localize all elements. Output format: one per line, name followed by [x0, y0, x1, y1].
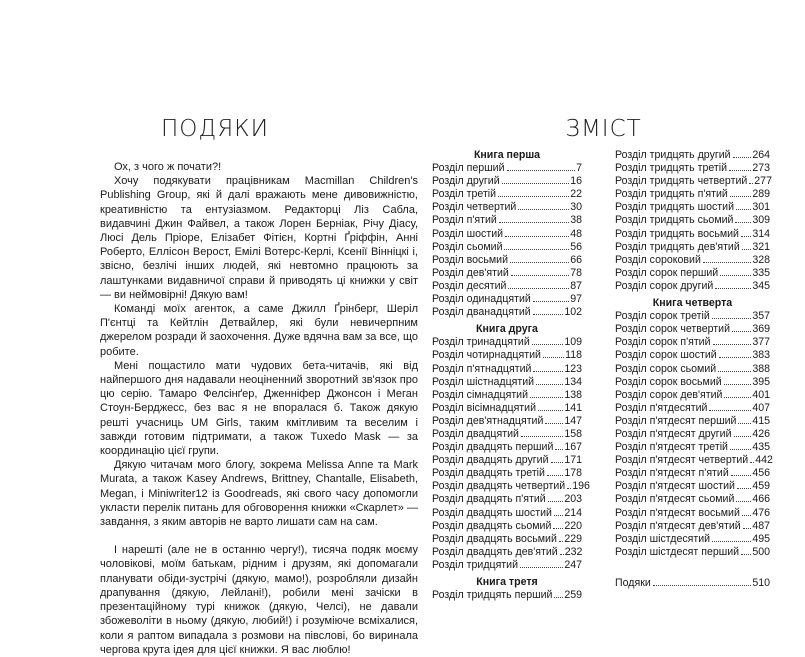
toc-leader-dots [559, 541, 563, 542]
toc-entry [432, 162, 582, 175]
toc-entry-page: 435 [752, 441, 770, 454]
toc-leader-dots [554, 597, 563, 598]
toc-entry-label: Розділ п'ятдесятий [615, 401, 708, 414]
toc-leader-dots [729, 170, 751, 171]
toc-entry [615, 415, 770, 428]
toc-leader-dots [555, 449, 563, 450]
toc-entry-label: Розділ тридцять п'ятий [615, 188, 728, 201]
toc-leader-dots [507, 170, 576, 171]
toc-entry [432, 507, 582, 520]
toc-entry [615, 546, 770, 559]
toc-entry-page: 301 [752, 201, 770, 214]
toc-leader-dots [741, 554, 751, 555]
toc-entry-label: Розділ п'ятдесят другий [615, 427, 732, 440]
toc-leader-dots [724, 384, 752, 385]
toc-entry [432, 175, 582, 188]
toc-entry-page: 38 [570, 214, 582, 227]
toc-entry-page: 134 [564, 375, 582, 388]
toc-entry-label: Розділ перший [432, 162, 505, 175]
toc-entry [615, 520, 770, 533]
toc-entry-page: 328 [752, 253, 770, 266]
toc-leader-dots [530, 397, 563, 398]
toc-book-heading: Книга четверта [652, 297, 733, 310]
right-page [402, 0, 805, 600]
paragraph: І нарешті (але не в останню чергу!), тисяча подяк моєму чоловікові, моїм батькам, рідним і друзям, які допомагали планувати обіди-зустрічі (дякую, мамо!), розробляли дизайн драпування (дякую, Лейлані!), робили мені зачіски в презентаційному турі книжок (дякую, Челсі), не давали збожеволіти в ньому (дякую, любий!) і розуміюче всміхалися, коли я раптом випадала з розмови на півслові, бо виринала чергова крута ідея для цієї книжки. Я вас люблю! [100, 544, 418, 656]
toc-entry [432, 306, 582, 319]
toc-entry [432, 480, 590, 493]
toc-leader-dots [504, 249, 569, 250]
toc-entry [432, 428, 582, 441]
toc-entry-label: Подяки [615, 576, 651, 589]
toc-entry [432, 559, 582, 572]
toc-entry-label: Розділ двадцятий [432, 427, 519, 440]
toc-entry [432, 188, 582, 201]
toc-entry-label: Розділ тридцять дев'ятий [615, 240, 740, 253]
toc-entry-page: 377 [752, 336, 770, 349]
toc-entry-label: Розділ шістдесят перший [615, 545, 740, 558]
toc-entry-label: Розділ п'ятдесят третій [615, 441, 728, 454]
toc-entry-page: 171 [564, 454, 582, 467]
toc-leader-dots [533, 314, 564, 315]
toc-entry-page: 289 [752, 188, 770, 201]
toc-entry-label: Розділ восьмий [432, 253, 508, 266]
toc-entry [615, 201, 770, 214]
toc-entry [432, 267, 582, 280]
toc-entry-page: 357 [752, 310, 770, 323]
toc-entry [615, 336, 770, 349]
toc-entry-page: 214 [564, 506, 582, 519]
toc-entry [432, 402, 582, 415]
toc-entry-page: 426 [752, 427, 770, 440]
toc-entry-label: Розділ тридцять сьомий [615, 214, 734, 227]
toc-column-right [615, 149, 773, 590]
toc-entry-label: Розділ другий [432, 175, 500, 188]
toc-entry-label: Розділ десятий [432, 279, 507, 292]
toc-entry-label: Розділ сорок сьомий [615, 362, 717, 375]
toc-entry [432, 589, 582, 602]
toc-leader-dots [743, 528, 752, 529]
toc-entry [615, 402, 770, 415]
toc-entry [432, 441, 582, 454]
toc-entry-label: Розділ вісімнадцятий [432, 401, 536, 414]
toc-entry-page: 48 [570, 227, 582, 240]
toc-leader-dots [712, 541, 751, 542]
toc-leader-dots [735, 222, 751, 223]
toc-entry-label: Розділ п'ятдесят п'ятий [615, 467, 729, 480]
toc-entry [432, 363, 582, 376]
toc-entry-page: 345 [752, 279, 770, 292]
toc-entry [615, 310, 770, 323]
toc-entry-label: Розділ сімнадцятий [432, 388, 529, 401]
contents-title: ЗМІСТ [565, 116, 642, 142]
toc-leader-dots [736, 209, 751, 210]
paragraph: Дякую читачам мого блогу, зокрема Melissa Anne та Mark Murata, а також Kasey Andrews, Brittney, Chantalle, Elisabeth, Megan, і Miniwriter12 із Goodreads, які свого часу допомогли укласти перелік питань для обговорення книжки «Скарлет» — завдання, з яким авторів не варто лишати сам на сам. [100, 459, 418, 529]
acknowledgements-title: ПОДЯКИ [160, 116, 270, 142]
toc-entry [615, 493, 770, 506]
toc-leader-dots [730, 449, 751, 450]
toc-leader-dots [518, 209, 569, 210]
toc-entry-label: Розділ сорок шостий [615, 349, 717, 362]
toc-entry-label: Розділ двадцять четвертий [432, 480, 566, 493]
toc-leader-dots [742, 515, 751, 516]
toc-entry-label: Розділ сорок дев'ятий [615, 388, 723, 401]
toc-leader-dots [533, 301, 569, 302]
toc-entry-page: 456 [752, 467, 770, 480]
toc-entry-page: 196 [572, 480, 590, 493]
toc-entry-page: 415 [752, 414, 770, 427]
toc-entry [615, 507, 770, 520]
toc-leader-dots [536, 384, 563, 385]
toc-entry-label: Розділ п'ятдесят восьмий [615, 506, 740, 519]
toc-leader-dots [551, 462, 564, 463]
toc-entry-label: Розділ п'ятдесят сьомий [615, 493, 735, 506]
toc-leader-dots [749, 183, 753, 184]
toc-leader-dots [730, 196, 752, 197]
toc-entry-page: 97 [570, 293, 582, 306]
toc-entry-label: Розділ сорок перший [615, 266, 719, 279]
toc-entry-page: 459 [752, 480, 770, 493]
toc-entry [615, 267, 770, 280]
toc-entry-page: 476 [752, 506, 770, 519]
toc-entry-page: 102 [564, 306, 582, 319]
toc-entry [432, 280, 582, 293]
paragraph: Хочу подякувати працівникам Macmillan Children's Publishing Group, які й далі вражають мене дивовижністю, креативністю та ентузіазмом. Редакторці Ліз Сабла, видавчині Джин Файвел, а також Лорен Берніак, Річу Діасу, Люсі Дель Пріоре, Елізабет Фітієн, Кортні Ґріффін, Анні Роберто, Еллісон Верост, Емілі Вотерс-Керлі, Ксенії Вінніцкі і, звісно, безлічі інших людей, які невтомно працюють за лаштунками видавничої справи й приводять ці книжки у світ — ви неймовірні! Дякую вам! [100, 175, 418, 301]
toc-entry-label: Розділ чотирнадцятий [432, 349, 541, 362]
toc-entry [432, 241, 582, 254]
toc-entry-label: Розділ двадцять дев'ятий [432, 545, 558, 558]
toc-entry-page: 510 [752, 576, 770, 589]
toc-entry-label: Розділ п'ятдесят шостий [615, 480, 735, 493]
toc-entry-label: Розділ четвертий [432, 201, 517, 214]
toc-leader-dots [734, 436, 752, 437]
toc-entry [432, 293, 582, 306]
toc-entry-page: 229 [564, 532, 582, 545]
toc-entry-label: Розділ шістнадцятий [432, 375, 535, 388]
toc-book-heading: Книга друга [476, 323, 538, 336]
toc-entry-label: Розділ тридцять другий [615, 149, 731, 161]
toc-leader-dots [505, 236, 569, 237]
toc-entry-page: 401 [752, 388, 770, 401]
toc-leader-dots [521, 436, 563, 437]
toc-leader-dots [538, 410, 563, 411]
toc-entry [615, 349, 770, 362]
toc-entry-label: Розділ двадцять сьомий [432, 519, 552, 532]
toc-entry [432, 454, 582, 467]
toc-column-left [432, 149, 590, 602]
toc-leader-dots [502, 183, 570, 184]
toc-entry-page: 167 [564, 441, 582, 454]
toc-entry [615, 228, 770, 241]
toc-leader-dots [510, 262, 569, 263]
toc-entry-page: 232 [564, 545, 583, 558]
toc-leader-dots [736, 501, 751, 502]
toc-entry-label: Розділ двадцять восьмий [432, 532, 557, 545]
acknowledgements-text [100, 160, 418, 657]
toc-entry [615, 188, 770, 201]
toc-entry-label: Розділ сороковий [615, 253, 701, 266]
toc-leader-dots [712, 318, 752, 319]
toc-entry-label: Розділ тридцятий [432, 558, 518, 571]
toc-entry [432, 228, 582, 241]
toc-entry-page: 87 [570, 279, 582, 292]
toc-entry-page: 30 [570, 201, 582, 214]
toc-entry-label: Розділ дев'ятий [432, 266, 509, 279]
toc-entry-label: Розділ двадцять п'ятий [432, 493, 546, 506]
toc-entry-page: 487 [752, 519, 770, 532]
toc-entry-page: 277 [754, 175, 772, 188]
toc-entry-label: Розділ тридцять шостий [615, 201, 734, 214]
toc-leader-dots [499, 222, 569, 223]
toc-leader-dots [498, 196, 569, 197]
toc-entry [432, 467, 582, 480]
toc-leader-dots [547, 475, 563, 476]
toc-entry [615, 162, 770, 175]
toc-entry [432, 546, 582, 559]
toc-entry-label: Розділ сорок третій [615, 310, 710, 323]
toc-entry-label: Розділ двадцять другий [432, 454, 549, 467]
toc-entry-page: 259 [564, 589, 582, 602]
toc-leader-dots [715, 288, 751, 289]
toc-entry [432, 533, 582, 546]
toc-leader-dots [560, 554, 564, 555]
toc-entry-label: Розділ шостий [432, 227, 504, 240]
toc-leader-dots [732, 331, 751, 332]
toc-entry [615, 214, 770, 227]
toc-entry-label: Розділ сорок четвертий [615, 323, 730, 336]
toc-entry [615, 363, 770, 376]
toc-leader-dots [543, 357, 564, 358]
toc-entry-label: Розділ тридцять перший [432, 589, 553, 602]
toc-entry [615, 376, 770, 389]
toc-entry [432, 214, 582, 227]
toc-entry-page: 158 [564, 427, 582, 440]
toc-leader-dots [703, 262, 751, 263]
toc-entry [615, 241, 770, 254]
toc-entry-label: Розділ п'ятнадцятий [432, 362, 532, 375]
toc-entry [615, 149, 770, 162]
toc-entry-label: Розділ сорок восьмий [615, 375, 722, 388]
toc-entry [432, 336, 582, 349]
toc-entry-label: Розділ двадцять шостий [432, 506, 552, 519]
toc-leader-dots [713, 344, 752, 345]
toc-entry-page: 383 [752, 349, 770, 362]
toc-spacer [615, 559, 770, 577]
toc-entry [432, 349, 582, 362]
toc-leader-dots [750, 462, 754, 463]
toc-entry-page: 7 [576, 162, 582, 175]
toc-leader-dots [738, 423, 751, 424]
toc-entry-label: Розділ дев'ятнадцятий [432, 414, 544, 427]
toc-entry [615, 175, 770, 188]
toc-leader-dots [733, 157, 752, 158]
toc-entry-label: Розділ сьомий [432, 240, 503, 253]
toc-entry [432, 389, 582, 402]
toc-entry-page: 466 [752, 493, 770, 506]
toc-leader-dots [741, 236, 751, 237]
toc-leader-dots [653, 585, 752, 586]
toc-entry-page: 264 [752, 149, 770, 161]
toc-entry-page: 442 [755, 454, 773, 467]
toc-leader-dots [553, 528, 563, 529]
toc-entry [615, 254, 770, 267]
toc-entry [432, 493, 582, 506]
toc-entry [432, 254, 582, 267]
toc-entry-label: Розділ п'ятий [432, 214, 497, 227]
toc-entry [432, 415, 582, 428]
toc-entry-page: 22 [570, 188, 582, 201]
toc-leader-dots [511, 275, 569, 276]
toc-entry [615, 428, 770, 441]
toc-leader-dots [742, 249, 752, 250]
paragraph: Мені пощастило мати чудових бета-читачів, які від найпершого дня надавали неоціненний зворотний зв'язок про цю серію. Тамаро Фелсінґер, Дженніфер Джонсон і Меган Стоун-Берджесс, без вас я не впоралася б. Також дякую решті учасниць UM Girls, таким кмітливим та веселим і завжди готовим підтримати, а також Tuxedo Mask — за координацію цієї групи. [100, 359, 418, 458]
toc-entry-label: Розділ шістдесятий [615, 532, 711, 545]
toc-entry [615, 577, 770, 590]
toc-entry-label: Розділ одинадцятий [432, 293, 531, 306]
toc-entry-page: 314 [752, 227, 770, 240]
toc-entry-page: 369 [752, 323, 770, 336]
toc-leader-dots [724, 397, 751, 398]
toc-entry-page: 123 [564, 362, 582, 375]
toc-entry-page: 335 [752, 266, 770, 279]
toc-leader-dots [709, 410, 751, 411]
toc-entry-page: 500 [752, 545, 770, 558]
toc-entry-page: 321 [752, 240, 770, 253]
toc-entry [432, 520, 582, 533]
toc-entry [615, 441, 770, 454]
toc-entry-page: 66 [570, 253, 582, 266]
toc-entry [615, 323, 770, 336]
toc-entry-page: 273 [752, 162, 770, 175]
toc-leader-dots [532, 344, 564, 345]
toc-entry-label: Розділ тринадцятий [432, 336, 530, 349]
toc-entry-label: Розділ дванадцятий [432, 306, 531, 319]
toc-entry-page: 220 [564, 519, 582, 532]
toc-book-heading: Книга третя [476, 576, 538, 588]
toc-entry-label: Розділ п'ятдесят перший [615, 414, 737, 427]
toc-entry-label: Розділ тридцять четвертий [615, 175, 748, 188]
toc-leader-dots [737, 488, 751, 489]
toc-entry-label: Розділ третій [432, 188, 497, 201]
toc-entry [615, 280, 770, 293]
paragraph: Команді моїх агенток, а саме Джилл Ґрінберг, Шеріл П'єнтці та Кейтлін Детвайлер, які були невичерпним джерелом розради й заохочення. Дуже вдячна вам за все, що робите. [100, 303, 418, 358]
paragraph: Ох, з чого ж почати?! [114, 161, 222, 173]
toc-entry-page: 495 [752, 532, 770, 545]
toc-leader-dots [718, 371, 751, 372]
toc-leader-dots [520, 567, 563, 568]
toc-entry [432, 201, 582, 214]
toc-entry-page: 109 [564, 336, 582, 349]
toc-entry [615, 533, 770, 546]
toc-entry-page: 147 [564, 414, 582, 427]
toc-leader-dots [567, 488, 571, 489]
toc-entry-page: 56 [570, 240, 582, 253]
toc-entry [615, 389, 770, 402]
toc-entry-label: Розділ п'ятдесят дев'ятий [615, 519, 741, 532]
toc-entry-page: 407 [752, 401, 770, 414]
toc-leader-dots [731, 475, 752, 476]
toc-entry-page: 78 [570, 266, 582, 279]
toc-entry-page: 118 [565, 349, 582, 362]
toc-leader-dots [545, 423, 563, 424]
toc-entry [615, 480, 770, 493]
toc-entry-label: Розділ п'ятдесят четвертий [615, 454, 749, 467]
toc-entry-page: 395 [752, 375, 770, 388]
toc-entry-label: Розділ тридцять восьмий [615, 227, 739, 240]
toc-entry-page: 141 [564, 401, 582, 414]
toc-entry-page: 178 [564, 467, 582, 480]
toc-book-heading: Книга перша [473, 149, 541, 161]
toc-entry-page: 203 [564, 493, 582, 506]
toc-entry-label: Розділ сорок п'ятий [615, 336, 711, 349]
toc-entry-page: 388 [752, 362, 770, 375]
toc-entry-label: Розділ двадцять третій [432, 467, 545, 480]
toc-entry-page: 309 [752, 214, 770, 227]
toc-leader-dots [548, 501, 564, 502]
toc-entry-page: 16 [570, 175, 582, 188]
toc-entry-label: Розділ тридцять третій [615, 162, 728, 175]
toc-leader-dots [508, 288, 569, 289]
toc-entry [432, 376, 582, 389]
toc-entry-label: Розділ двадцять перший [432, 441, 554, 454]
toc-leader-dots [719, 357, 752, 358]
toc-leader-dots [554, 515, 563, 516]
toc-leader-dots [533, 371, 563, 372]
toc-entry-page: 138 [564, 388, 582, 401]
toc-entry-label: Розділ сорок другий [615, 279, 714, 292]
toc-entry-page: 247 [564, 558, 582, 571]
toc-entry [615, 454, 773, 467]
toc-leader-dots [720, 275, 751, 276]
toc-entry [615, 467, 770, 480]
